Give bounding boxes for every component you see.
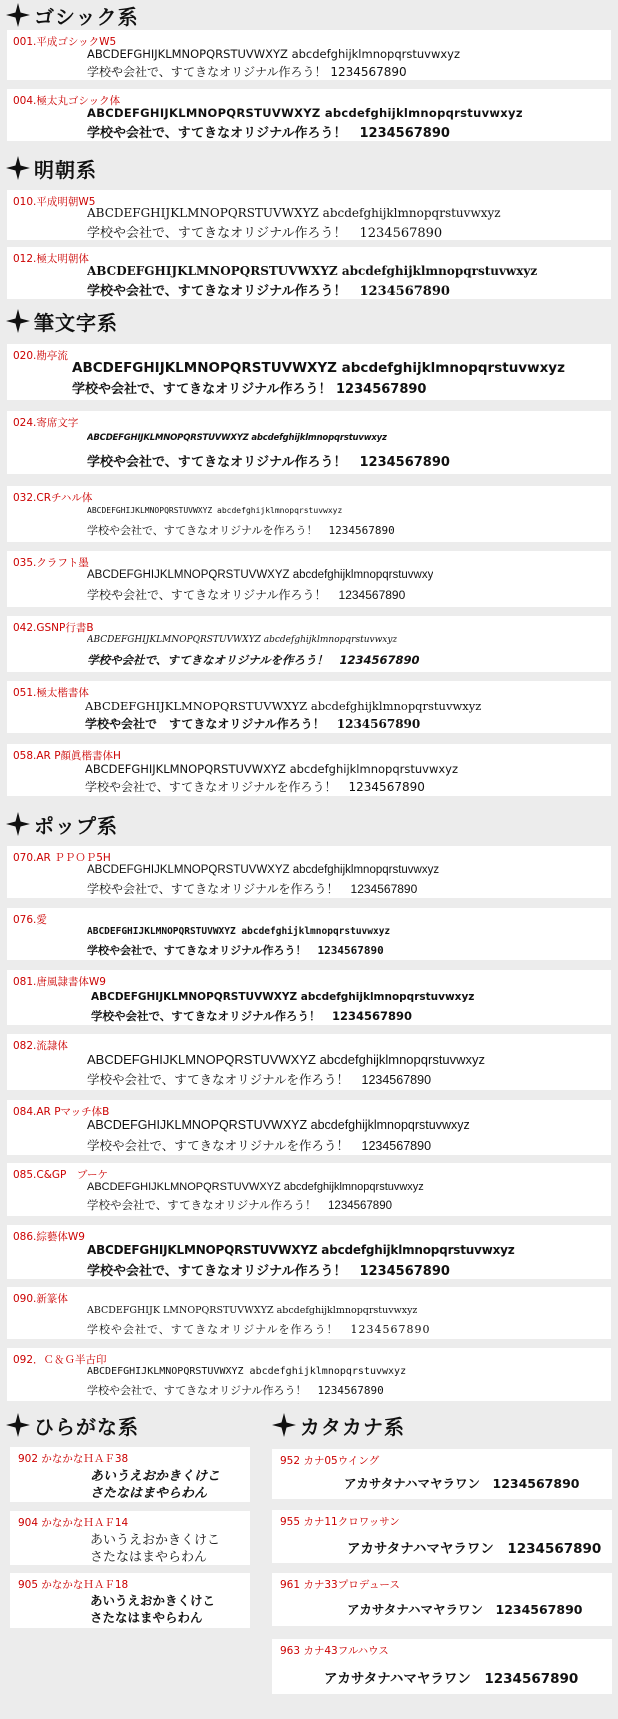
font-label: 010.平成明朝W5: [13, 196, 96, 208]
sparkle-icon: [6, 309, 30, 333]
font-label: 090.新篆体: [13, 1293, 68, 1305]
font-label: 905 かなかなＨＡＦ18: [18, 1579, 129, 1591]
japanese-sample: 学校や会社で、すてきなオリジナルを作ろう！ 1234567890: [87, 882, 418, 896]
latin-sample: ABCDEFGHIJKLMNOPQRSTUVWXYZ abcdefghijklmnopqrstuvwxyz: [87, 1118, 470, 1132]
section-header-brush: [6, 308, 118, 334]
font-label: 963 カナ43フルハウス: [280, 1645, 389, 1657]
sparkle-icon: [6, 156, 30, 180]
font-label: 084.AR Pマッチ体B: [13, 1106, 110, 1118]
latin-sample: ABCDEFGHIJKLMNOPQRSTUVWXYZ abcdefghijklmnopqrstuvwxyz: [87, 47, 461, 61]
section-title: ポップ系: [34, 813, 118, 838]
japanese-sample: 学校や会社で、すてきなオリジナル作ろう！ 1234567890: [72, 382, 427, 397]
section-title: 筆文字系: [34, 310, 118, 335]
font-label: 020.勘亭流: [13, 350, 68, 362]
font-label: 004.極太丸ゴシック体: [13, 95, 121, 107]
sparkle-icon: [6, 3, 30, 27]
latin-sample: ABCDEFGHIJKLMNOPQRSTUVWXYZ abcdefghijklmnopqrstuvwxyz: [85, 762, 459, 776]
japanese-sample: 学校や会社で、すてきなオリジナルを作ろう！ 1234567890: [85, 780, 425, 794]
kana-sample: アカサタナハマヤラワン 1234567890: [324, 1671, 579, 1687]
font-card-042: [7, 616, 611, 672]
font-label: 902 かなかなＨＡＦ38: [18, 1453, 129, 1465]
font-card-090: [7, 1287, 611, 1339]
font-card-905: [10, 1573, 250, 1628]
font-card-082: [7, 1034, 611, 1090]
latin-sample: ABCDEFGHIJKLMNOPQRSTUVWXYZ abcdefghijklmnopqrstuvwxyz: [85, 699, 482, 713]
japanese-sample: 学校や会社で、すてきなオリジナル作ろう！ 1234567890: [87, 65, 407, 79]
kana-sample-line1: あいうえおかきくけこ: [90, 1469, 221, 1484]
japanese-sample: 学校や会社で、すてきなオリジナル作ろう！ 1234567890: [87, 455, 450, 470]
font-card-081: [7, 970, 611, 1025]
latin-sample: ABCDEFGHIJKLMNOPQRSTUVWXYZ abcdefghijklmnopqrstuvwxyz: [87, 264, 538, 278]
font-label: 035.クラフト墨: [13, 557, 89, 569]
font-card-086: [7, 1225, 611, 1279]
font-card-070: [7, 846, 611, 898]
latin-sample: ABCDEFGHIJKLMNOPQRSTUVWXYZ abcdefghijklmnopqrstuvwxyz: [87, 1366, 407, 1377]
latin-sample: ABCDEFGHIJKLMNOPQRSTUVWXYZ abcdefghijklmnopqrstuvwxyz: [87, 635, 398, 645]
font-label: 086.綜藝体W9: [13, 1231, 85, 1243]
kana-sample-line1: あいうえおかきくけこ: [90, 1533, 221, 1548]
latin-sample: ABCDEFGHIJKLMNOPQRSTUVWXYZ abcdefghijklmnopqrstuvwxyz: [87, 1052, 486, 1067]
kana-sample: アカサタナハマヤラワン 1234567890: [347, 1602, 583, 1617]
font-label: 058.AR P顏眞楷書体H: [13, 750, 121, 762]
font-card-904: [10, 1511, 250, 1565]
japanese-sample: 学校や会社で、すてきなオリジナル作ろう！ 1234567890: [87, 226, 443, 241]
kana-sample-line2: さたなはまやらわん: [90, 1610, 203, 1625]
font-card-024: [7, 411, 611, 474]
font-card-902: [10, 1447, 250, 1502]
font-label: 081.唐風隷書体W9: [13, 976, 106, 988]
font-label: 070.AR ＰＰＯＰ5H: [13, 852, 111, 864]
font-card-961: [272, 1573, 612, 1626]
section-title: ゴシック系: [34, 4, 139, 29]
japanese-sample: 学校や会社で、すてきなオリジナルを作ろう！ 1234567890: [87, 524, 395, 537]
latin-sample: ABCDEFGHIJKLMNOPQRSTUVWXYZ abcdefghijklmnopqrstuvwxyz: [87, 433, 387, 443]
font-label: 085.C&GP ブーケ: [13, 1169, 109, 1181]
font-card-020: [7, 344, 611, 400]
font-label: 092．Ｃ＆Ｇ半古印: [13, 1354, 107, 1366]
font-card-004: [7, 89, 611, 141]
japanese-sample: 学校や会社で、すてきなオリジナル作ろう！ 1234567890: [87, 1200, 392, 1212]
latin-sample: ABCDEFGHIJKLMNOPQRSTUVWXYZ abcdefghijklmnopqrstuvwxyz: [87, 106, 523, 120]
font-label: 051.極太楷書体: [13, 687, 89, 699]
sparkle-icon: [6, 812, 30, 836]
section-header-hiragana: [6, 1412, 139, 1438]
font-card-012: [7, 247, 611, 299]
font-label: 001.平成ゴシックW5: [13, 36, 117, 48]
kana-sample: アカサタナハマヤラワン 1234567890: [347, 1541, 602, 1557]
font-card-952: [272, 1449, 612, 1499]
latin-sample: ABCDEFGHIJKLMNOPQRSTUVWXYZ abcdefghijklmnopqrstuvwxyz: [87, 506, 343, 515]
sparkle-icon: [6, 1413, 30, 1437]
japanese-sample: 学校や会社で、すてきなオリジナル作ろう！ 1234567890: [87, 1384, 384, 1397]
japanese-sample: 学校や会社で、すてきなオリジナルを作ろう！ 1234567890: [87, 1323, 431, 1336]
font-label: 032.CRチハル体: [13, 492, 93, 504]
japanese-sample: 学校や会社で、すてきなオリジナルを作ろう！ 1234567890: [87, 1139, 432, 1153]
latin-sample: ABCDEFGHIJKLMNOPQRSTUVWXYZ abcdefghijklmnopqrstuvwxyz: [91, 991, 475, 1003]
latin-sample: ABCDEFGHIJKLMNOPQRSTUVWXYZ abcdefghijklmnopqrstuvwxyz: [87, 864, 440, 876]
font-card-035: [7, 551, 611, 607]
section-header-gothic: [6, 2, 139, 28]
latin-sample: ABCDEFGHIJK LMNOPQRSTUVWXYZ abcdefghijklmnopqrstuvwxyz: [87, 1305, 418, 1316]
font-card-084: [7, 1100, 611, 1155]
latin-sample: ABCDEFGHIJKLMNOPQRSTUVWXYZ abcdefghijklmnopqrstuvwxy: [87, 569, 434, 581]
japanese-sample: 学校や会社で、すてきなオリジナル作ろう！ 1234567890: [87, 284, 450, 299]
section-title: 明朝系: [34, 157, 97, 182]
latin-sample: ABCDEFGHIJKLMNOPQRSTUVWXYZ abcdefghijklmnopqrstuvwxyz: [87, 206, 501, 220]
japanese-sample: 学校や会社で、すてきなオリジナル作ろう！ 1234567890: [87, 126, 450, 141]
sparkle-icon: [272, 1413, 296, 1437]
font-label: 042.GSNP行書B: [13, 622, 94, 634]
japanese-sample: 学校や会社で、すてきなオリジナル作ろう！ 1234567890: [91, 1009, 413, 1023]
kana-sample-line2: さたなはまやらわん: [90, 1486, 208, 1501]
font-card-076: [7, 908, 611, 960]
section-header-pop: [6, 811, 118, 837]
font-label: 904 かなかなＨＡＦ14: [18, 1517, 129, 1529]
font-card-010: [7, 190, 611, 240]
font-card-955: [272, 1510, 612, 1563]
font-card-001: [7, 30, 611, 80]
latin-sample: ABCDEFGHIJKLMNOPQRSTUVWXYZ abcdefghijklmnopqrstuvwxyz: [87, 1181, 424, 1193]
font-label: 955 カナ11クロワッサン: [280, 1516, 400, 1528]
kana-sample-line1: あいうえおかきくけこ: [90, 1593, 216, 1608]
latin-sample: ABCDEFGHIJKLMNOPQRSTUVWXYZ abcdefghijklmnopqrstuvwxyz: [87, 926, 391, 937]
kana-sample-line2: さたなはまやらわん: [90, 1550, 208, 1565]
font-card-051: [7, 681, 611, 733]
section-header-mincho: [6, 155, 97, 181]
font-card-085: [7, 1163, 611, 1216]
font-label: 076.愛: [13, 914, 47, 926]
font-card-058: [7, 744, 611, 796]
section-title: カタカナ系: [300, 1414, 405, 1439]
japanese-sample: 学校や会社で、すてきなオリジナル作ろう！ 1234567890: [87, 588, 406, 602]
font-label: 012.極太明朝体: [13, 253, 89, 265]
font-label: 952 カナ05ウイング: [280, 1455, 380, 1467]
font-label: 024.寄席文字: [13, 417, 79, 429]
font-card-963: [272, 1639, 612, 1694]
font-label: 082.流隷体: [13, 1040, 68, 1052]
japanese-sample: 学校や会社で、すてきなオリジナル作ろう！ 1234567890: [87, 944, 384, 957]
japanese-sample: 学校や会社で、すてきなオリジナル作ろう！ 1234567890: [87, 1264, 450, 1279]
japanese-sample: 学校や会社で すてきなオリジナル作ろう！ 1234567890: [85, 717, 421, 731]
font-card-092: [7, 1348, 611, 1401]
japanese-sample: 学校や会社で、すてきなオリジナルを作ろう！ 1234567890: [87, 1073, 432, 1087]
section-header-katakana: [272, 1412, 405, 1438]
japanese-sample: 学校や会社で、すてきなオリジナルを作ろう！ 1234567890: [87, 653, 420, 667]
font-label: 961 カナ33プロデュース: [280, 1579, 400, 1591]
kana-sample: アカサタナハマヤラワン 1234567890: [344, 1476, 580, 1491]
latin-sample: ABCDEFGHIJKLMNOPQRSTUVWXYZ abcdefghijklmnopqrstuvwxyz: [72, 360, 565, 376]
section-title: ひらがな系: [34, 1414, 139, 1439]
font-card-032: [7, 486, 611, 542]
latin-sample: ABCDEFGHIJKLMNOPQRSTUVWXYZ abcdefghijklmnopqrstuvwxyz: [87, 1243, 515, 1257]
